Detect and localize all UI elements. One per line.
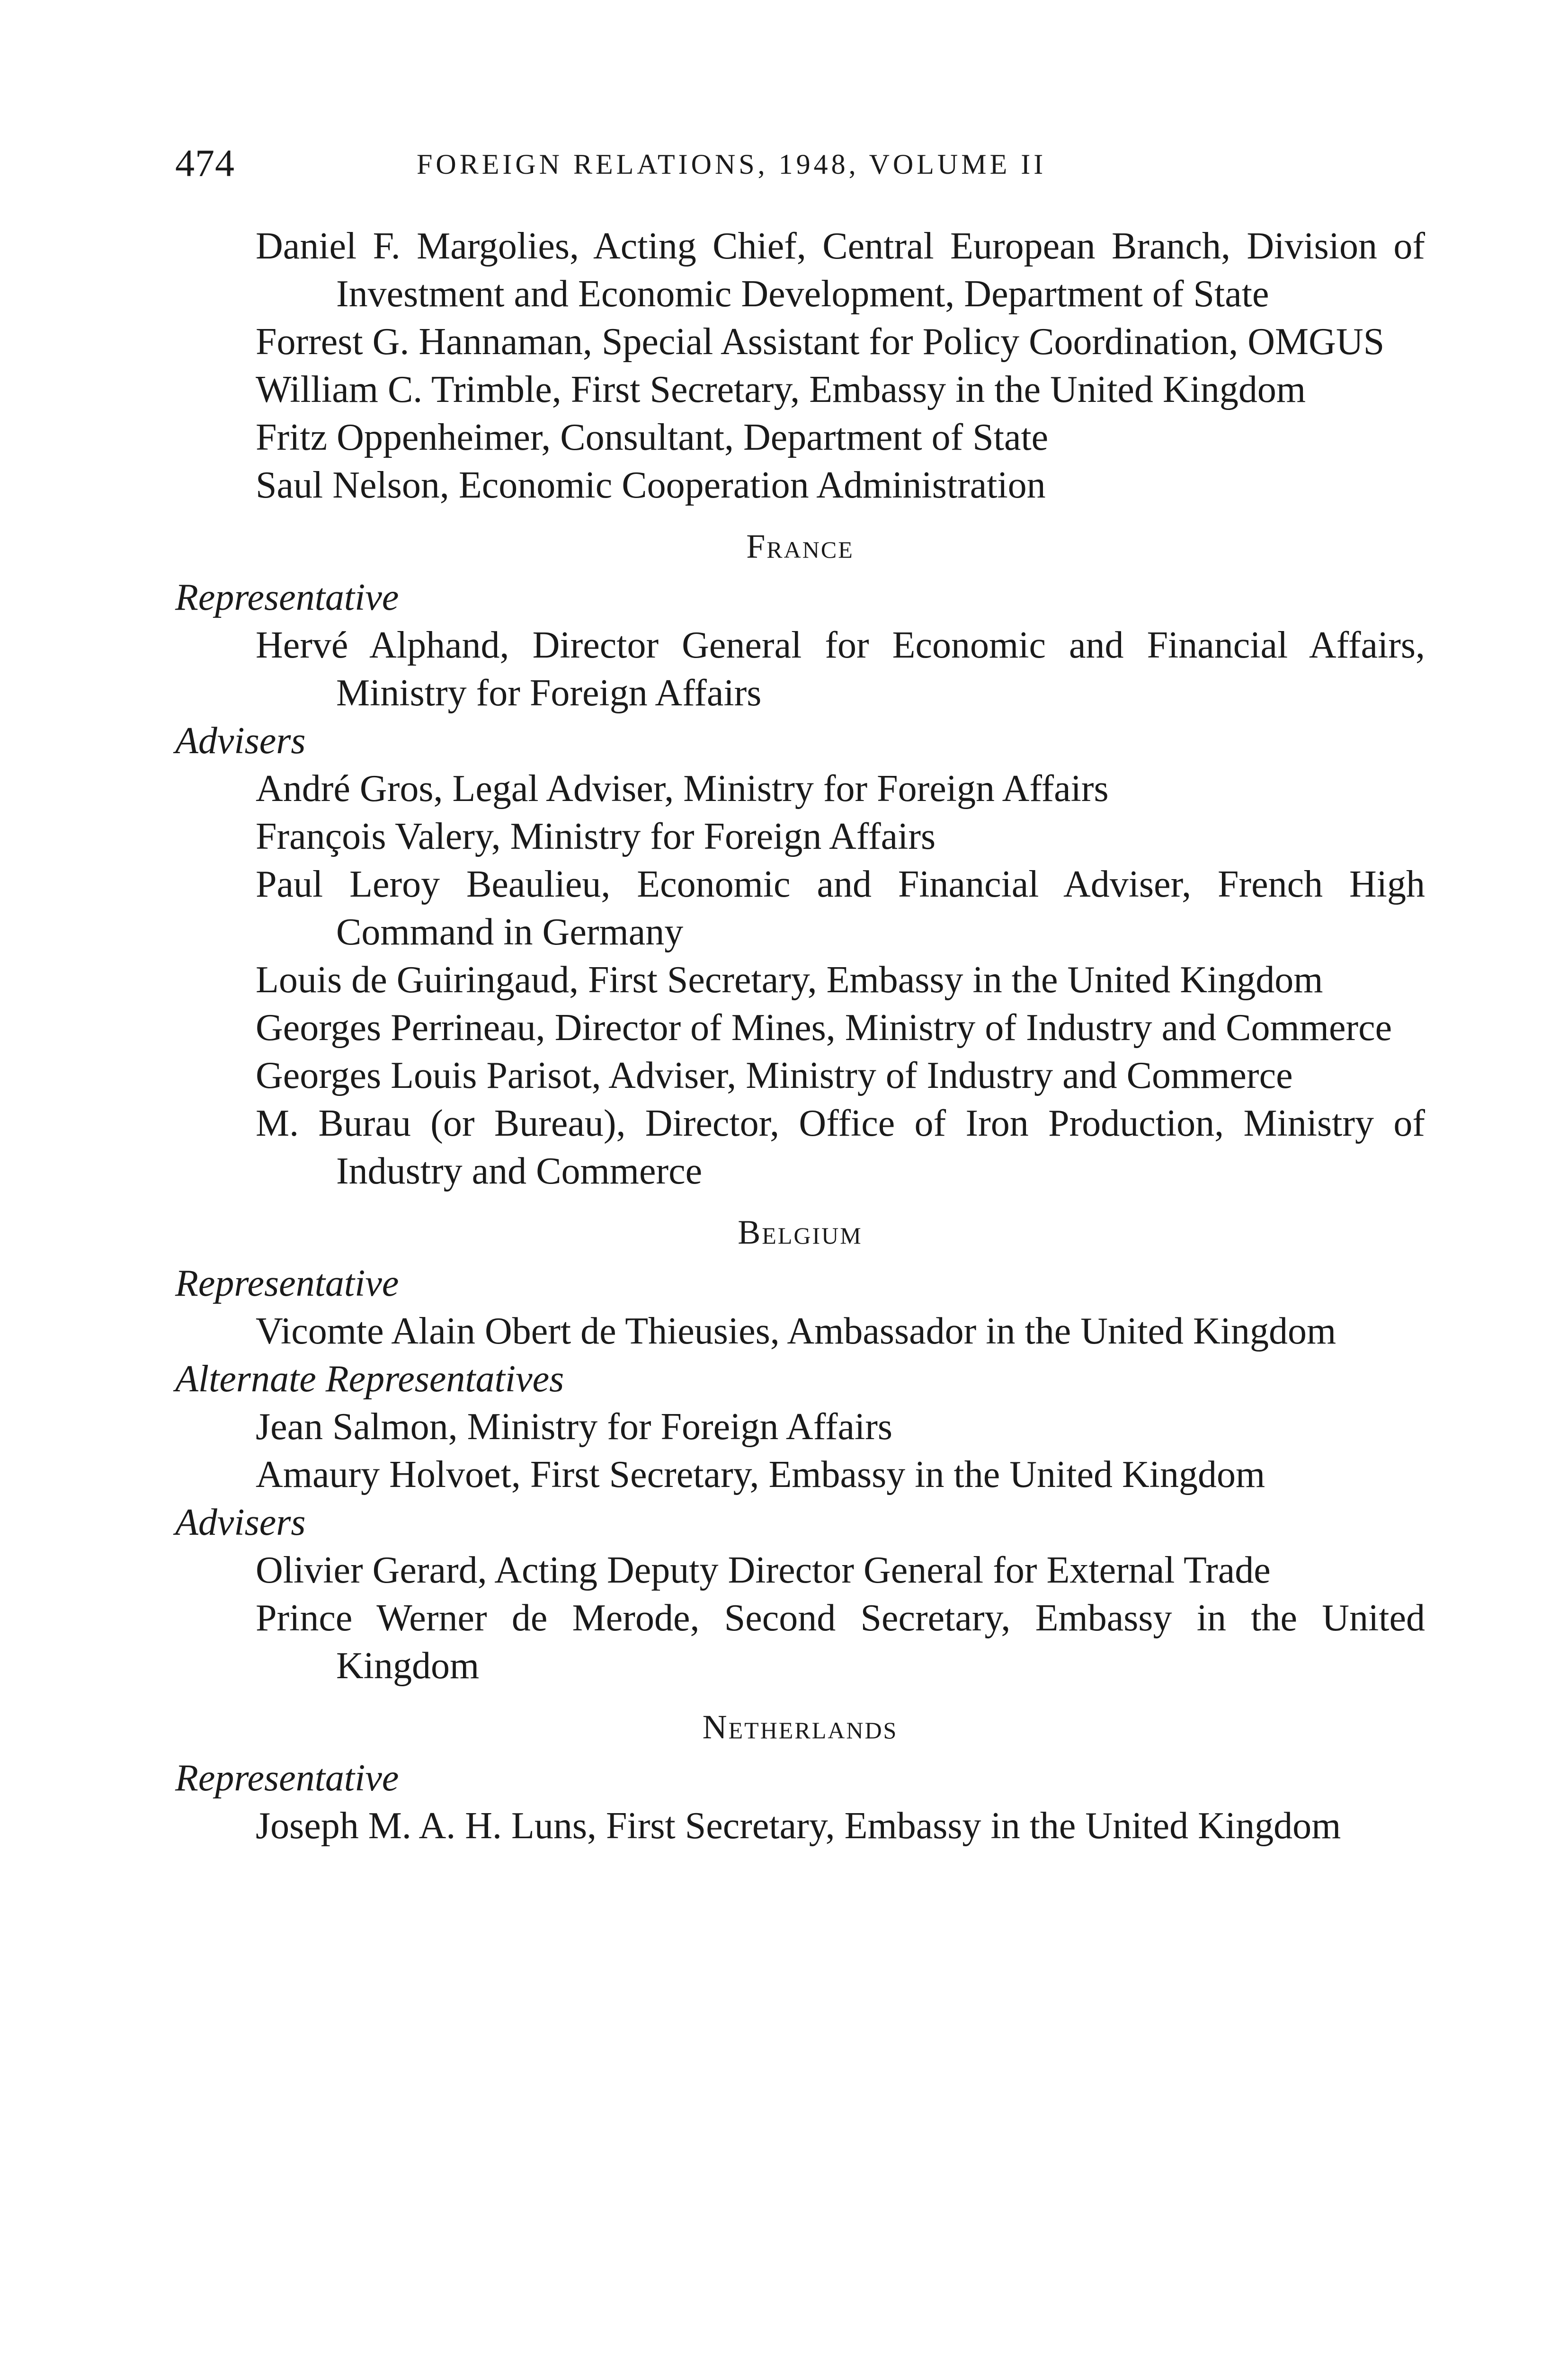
france-section xyxy=(175,523,1425,1195)
list-item: William C. Trimble, First Secretary, Embassy in the United Kingdom xyxy=(256,369,1306,410)
section-heading-belgium: Belgium xyxy=(738,1213,863,1251)
list-item: Forrest G. Hannaman, Special Assistant for Policy Coordination, OMGUS xyxy=(256,321,1385,363)
running-title: FOREIGN RELATIONS, 1948, VOLUME II xyxy=(417,149,1047,180)
list-item: Fritz Oppenheimer, Consultant, Department of State xyxy=(256,417,1049,458)
list-item: Georges Perrineau, Director of Mines, Ministry of Industry and Commerce xyxy=(256,1007,1392,1049)
list-item: Saul Nelson, Economic Cooperation Administration xyxy=(256,464,1046,506)
list-item: Vicomte Alain Obert de Thieusies, Ambassador in the United Kingdom xyxy=(256,1310,1336,1352)
page-header xyxy=(175,137,1425,194)
advisers-label: Advisers xyxy=(175,1502,306,1543)
section-heading-france: France xyxy=(746,527,854,565)
list-item: Amaury Holvoet, First Secretary, Embassy in the United Kingdom xyxy=(256,1454,1265,1495)
netherlands-section xyxy=(175,1703,1425,1850)
list-item: Joseph M. A. H. Luns, First Secretary, Embassy in the United Kingdom xyxy=(256,1805,1341,1847)
list-item: Georges Louis Parisot, Adviser, Ministry of Industry and Commerce xyxy=(256,1055,1293,1096)
list-item: Paul Leroy Beaulieu, Economic and Financial Adviser, French High Command in Germany xyxy=(256,863,1425,953)
representative-label: Representative xyxy=(175,1263,399,1304)
list-item: François Valery, Ministry for Foreign Affairs xyxy=(256,816,936,857)
representative-label: Representative xyxy=(175,1757,399,1799)
alternate-representatives-label: Alternate Representatives xyxy=(175,1358,564,1400)
list-item: Hervé Alphand, Director General for Economic and Financial Affairs, Ministry for Foreign Affairs xyxy=(256,624,1425,714)
list-item: Daniel F. Margolies, Acting Chief, Central European Branch, Division of Investment and Economic Development, Department of State xyxy=(256,225,1425,315)
page-number: 474 xyxy=(175,142,235,185)
advisers-label: Advisers xyxy=(175,720,306,762)
list-item: Prince Werner de Merode, Second Secretary, Embassy in the United Kingdom xyxy=(256,1597,1425,1687)
body-text xyxy=(175,222,1425,1850)
list-item: M. Burau (or Bureau), Director, Office of Iron Production, Ministry of Industry and Commerce xyxy=(256,1103,1425,1192)
intro-list xyxy=(175,222,1425,509)
belgium-section xyxy=(175,1209,1425,1690)
list-item: Olivier Gerard, Acting Deputy Director General for External Trade xyxy=(256,1549,1271,1591)
representative-label: Representative xyxy=(175,577,399,618)
list-item: Louis de Guiringaud, First Secretary, Embassy in the United Kingdom xyxy=(256,959,1323,1001)
section-heading-netherlands: Netherlands xyxy=(702,1708,898,1746)
list-item: André Gros, Legal Adviser, Ministry for Foreign Affairs xyxy=(256,768,1109,810)
list-item: Jean Salmon, Ministry for Foreign Affairs xyxy=(256,1406,893,1448)
